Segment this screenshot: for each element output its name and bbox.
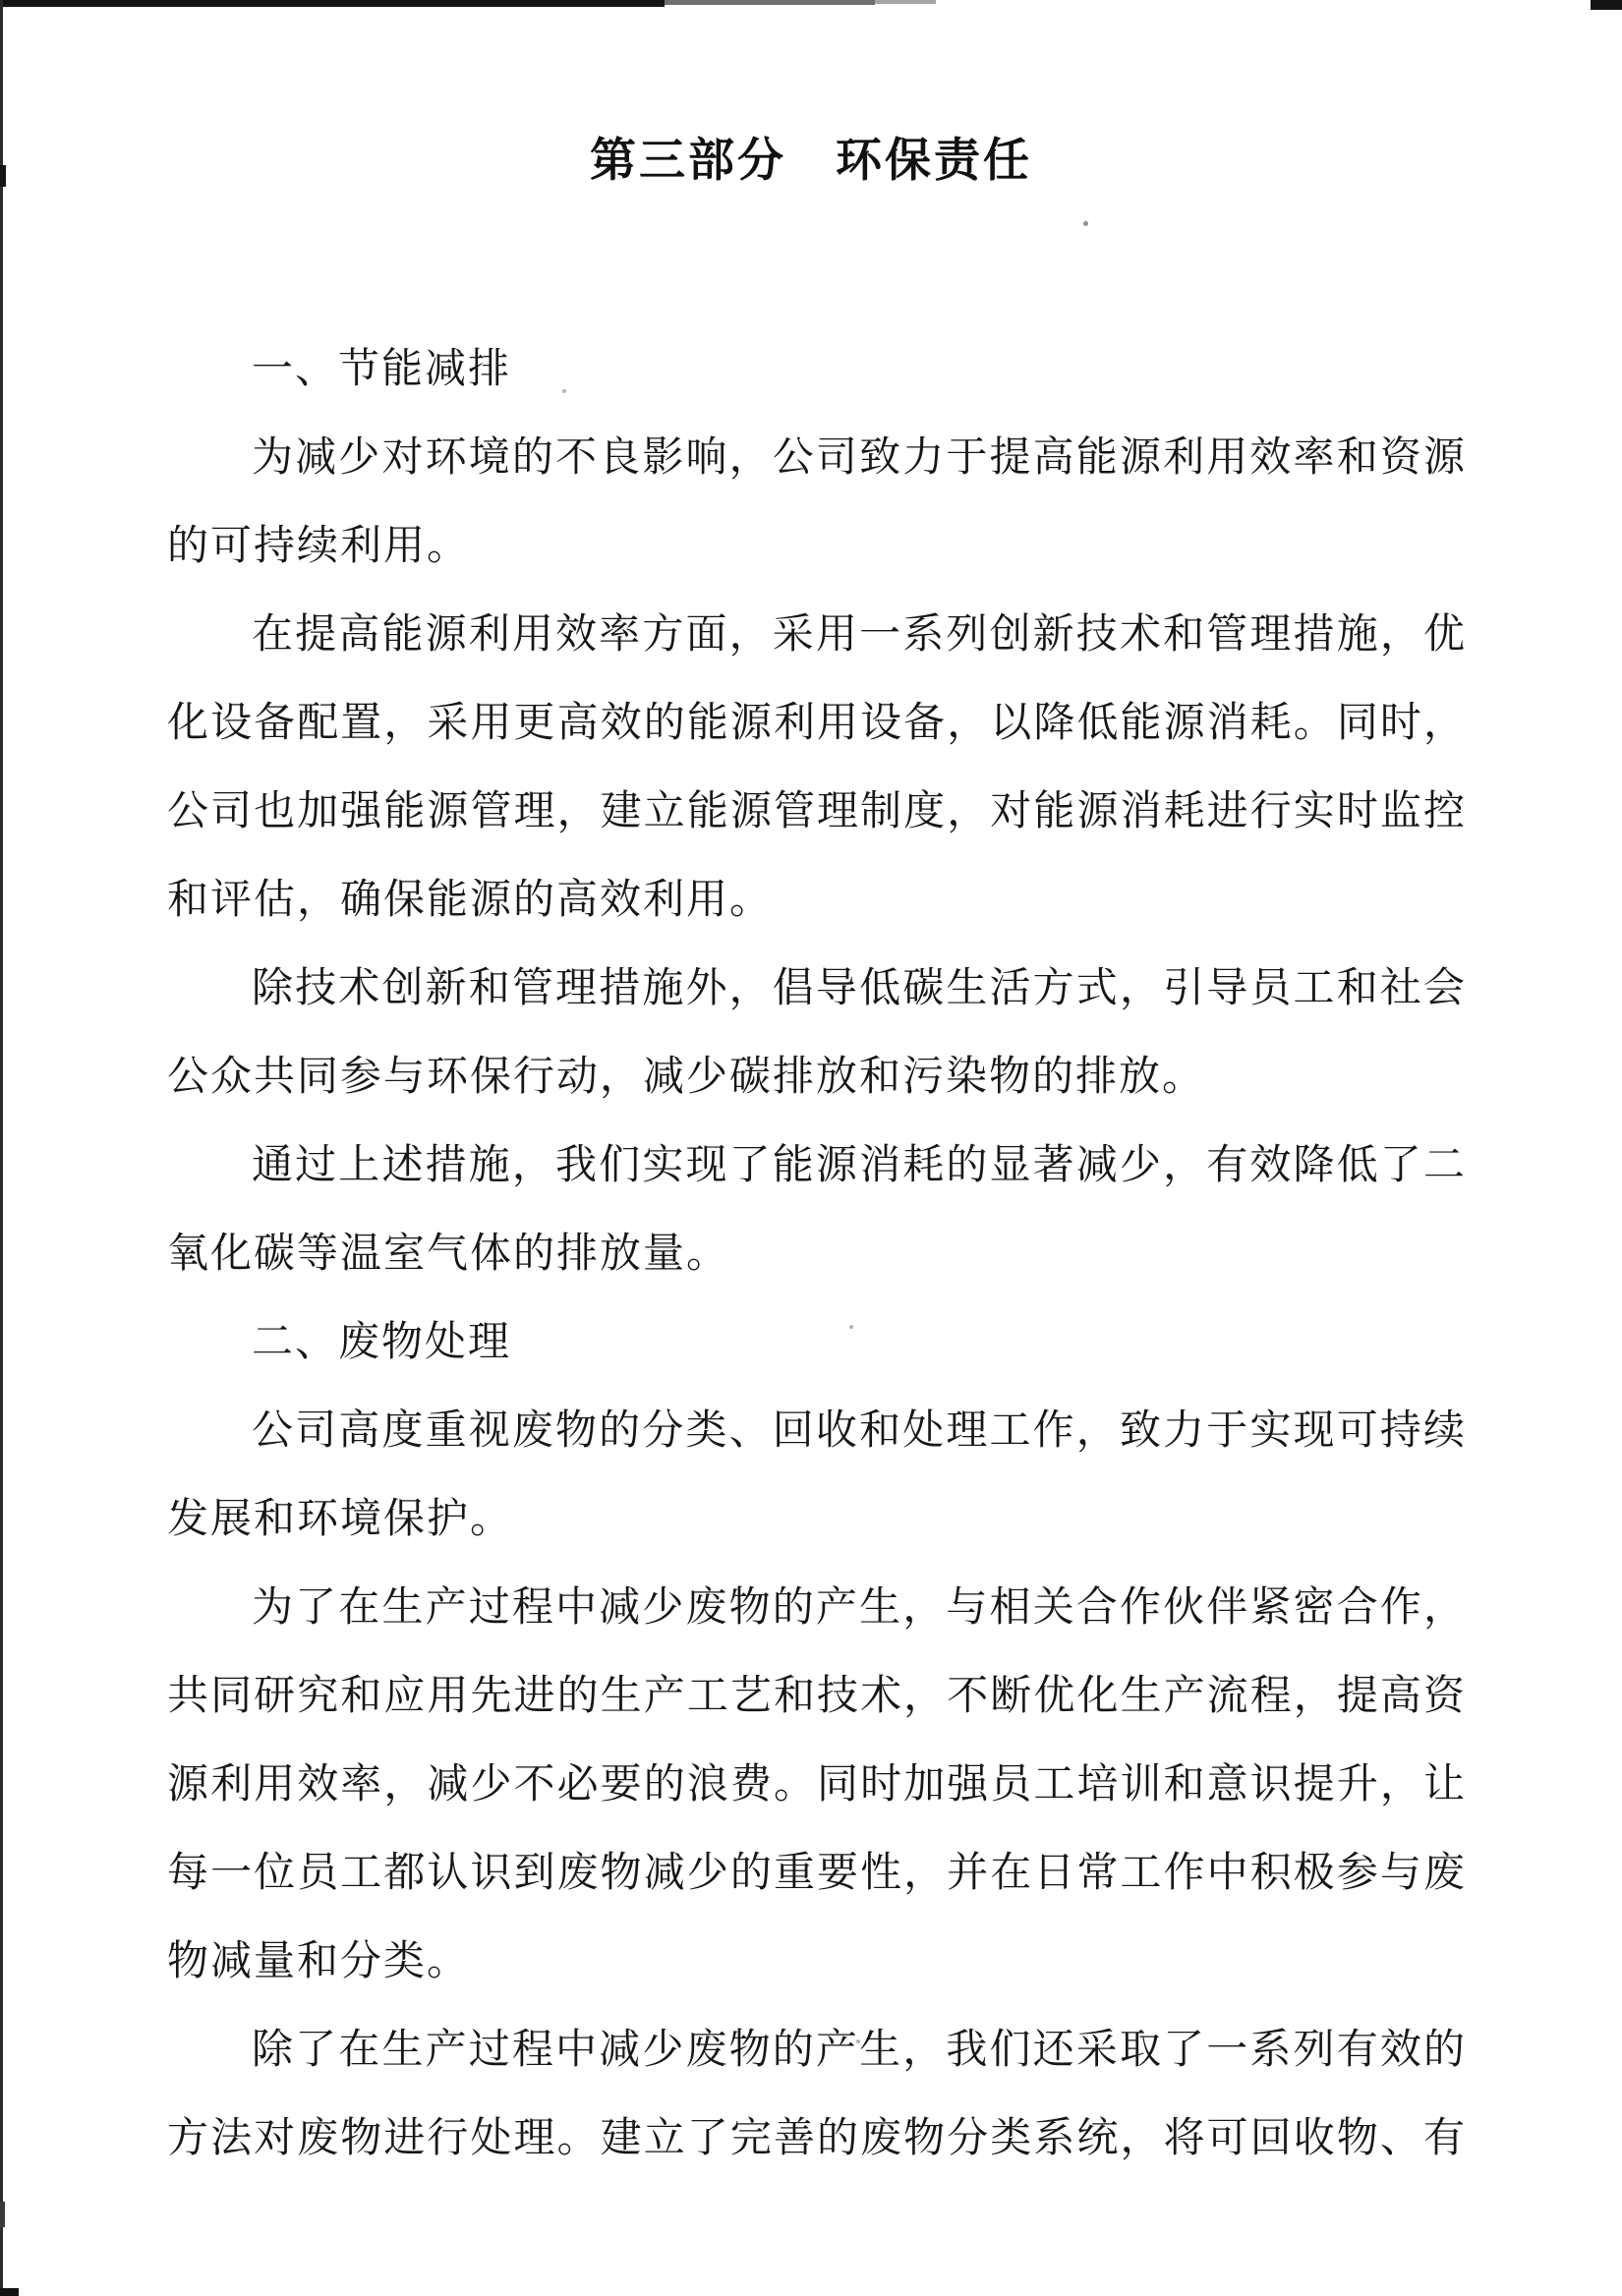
text-line: 共同研究和应用先进的生产工艺和技术，不断优化生产流程，提高资: [167, 1674, 1467, 1719]
text-line: 为了在生产过程中减少废物的产生，与相关合作伙伴紧密合作，: [252, 1585, 1467, 1631]
text-line: 除了在生产过程中减少废物的产生，我们还采取了一系列有效的: [252, 2028, 1467, 2073]
text-line: 公司也加强能源管理，建立能源管理制度，对能源消耗进行实时监控: [167, 789, 1467, 834]
scan-border-left-blob: [0, 2202, 5, 2227]
scan-border-top: [0, 0, 665, 7]
text-line: 物减量和分类。: [167, 1939, 471, 1984]
section-heading-energy-saving: 一、节能减排: [252, 347, 512, 392]
text-line: 和评估，确保能源的高效利用。: [167, 878, 774, 923]
text-line: 化设备配置，采用更高效的能源利用设备，以降低能源消耗。同时，: [167, 701, 1467, 746]
text-line: 发展和环境保护。: [167, 1497, 514, 1542]
text-line: 每一位员工都认识到废物减少的重要性，并在日常工作中积极参与废: [167, 1851, 1467, 1896]
scan-border-left: [0, 0, 3, 2296]
document-body: [167, 325, 1467, 2183]
text-line: 方法对废物进行处理。建立了完善的废物分类系统，将可回收物、有: [167, 2116, 1467, 2161]
scan-border-bottom-left: [0, 2288, 19, 2296]
section-heading-waste-disposal: 二、废物处理: [252, 1320, 512, 1365]
scan-border-top-right-blob: [1591, 0, 1622, 10]
text-line: 在提高能源利用效率方面，采用一系列创新技术和管理措施，优: [252, 612, 1467, 658]
page-title: 第三部分 环保责任: [590, 136, 1032, 187]
text-line: 除技术创新和管理措施外，倡导低碳生活方式，引导员工和社会: [252, 966, 1467, 1011]
text-line: 的可持续利用。: [167, 524, 471, 569]
text-line: 公司高度重视废物的分类、回收和处理工作，致力于实现可持续: [252, 1408, 1467, 1454]
text-line: 源利用效率，减少不必要的浪费。同时加强员工培训和意识提升，让: [167, 1762, 1467, 1808]
text-line: 通过上述措施，我们实现了能源消耗的显著减少，有效降低了二: [252, 1143, 1467, 1188]
text-line: 公众共同参与环保行动，减少碳排放和污染物的排放。: [167, 1055, 1206, 1100]
scan-border-top-fade: [665, 0, 875, 5]
text-line: 为减少对环境的不良影响，公司致力于提高能源利用效率和资源: [252, 435, 1467, 481]
scan-border-top-fade-light: [875, 0, 936, 4]
scan-speck: [1083, 221, 1088, 226]
text-line: 氧化碳等温室气体的排放量。: [167, 1232, 730, 1277]
